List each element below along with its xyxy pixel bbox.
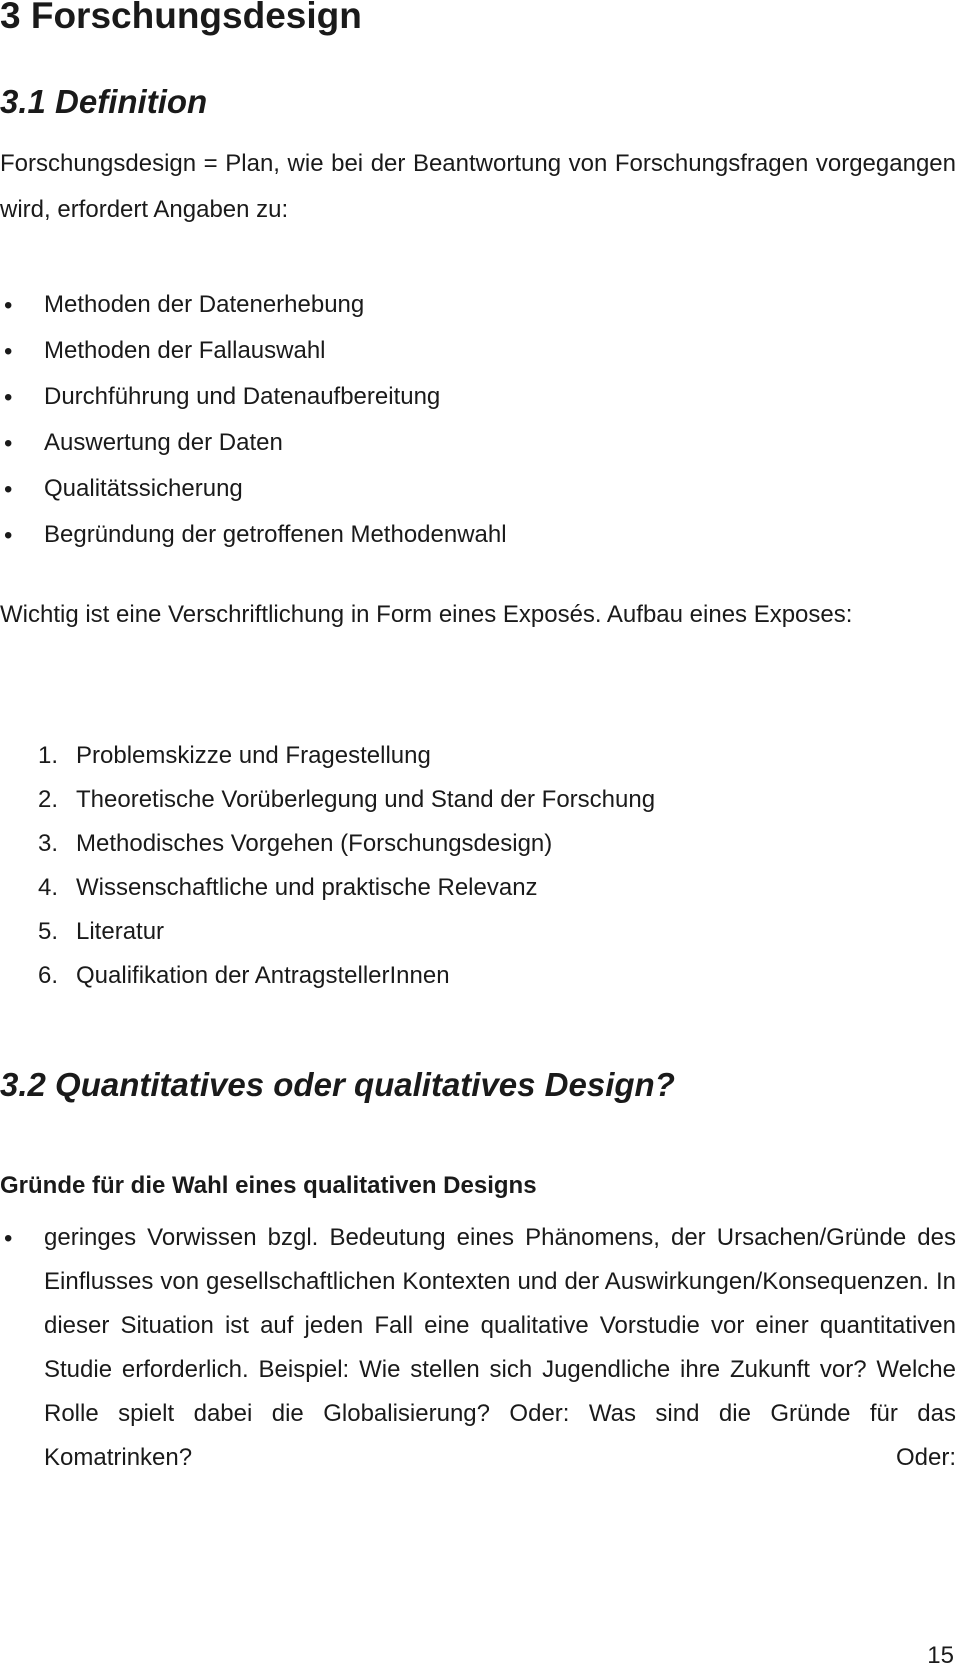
subsection-number: 3.1 [0, 83, 46, 120]
reason-list-item [0, 1216, 956, 1480]
bullet-icon: • [4, 384, 13, 411]
section-heading [0, 0, 362, 38]
list-item [0, 521, 507, 570]
list-item-number: 5. [38, 918, 59, 945]
list-item [38, 830, 655, 877]
list-item-text: Begründung der getroffenen Methodenwahl [44, 521, 507, 548]
list-item-number: 3. [38, 830, 59, 857]
list-item-text: Wissenschaftliche und praktische Relevanz [76, 874, 538, 901]
list-item-text: Qualitätssicherung [44, 475, 243, 502]
reasons-heading: Gründe für die Wahl eines qualitativen Designs [0, 1172, 537, 1199]
list-item [38, 918, 655, 965]
list-item-text: Theoretische Vorüberlegung und Stand der Forschung [76, 786, 656, 813]
list-item [0, 383, 507, 432]
list-item-text: Problemskizze und Fragestellung [76, 742, 431, 769]
subsection-title: Definition [55, 83, 208, 120]
definition-paragraph: Forschungsdesign = Plan, wie bei der Beantwortung von Forschungsfragen vorgegangen wird, erfordert Angaben zu: [0, 150, 956, 223]
subsection-title: Quantitatives oder qualitatives Design? [55, 1066, 675, 1103]
expose-structure-list [38, 742, 656, 1009]
bullet-icon: • [4, 1225, 13, 1252]
subsection-number: 3.2 [0, 1066, 46, 1103]
bullet-icon: • [4, 476, 13, 503]
list-item [0, 337, 507, 386]
list-item-text: Methoden der Datenerhebung [44, 291, 365, 318]
list-item-number: 1. [38, 742, 59, 769]
list-item [0, 475, 507, 524]
bullet-icon: • [4, 292, 13, 319]
list-item-text: Durchführung und Datenaufbereitung [44, 383, 441, 410]
list-item-text: Methoden der Fallauswahl [44, 337, 326, 364]
design-requirements-list [0, 291, 507, 570]
list-item [0, 291, 507, 340]
bullet-icon: • [4, 430, 13, 457]
list-item-number: 6. [38, 962, 59, 989]
subsection-heading-design-choice [0, 1065, 675, 1105]
section-title: Forschungsdesign [30, 0, 362, 36]
list-item-text: Auswertung der Daten [44, 429, 283, 456]
bullet-icon: • [4, 522, 13, 549]
list-item [0, 429, 507, 478]
list-item-text: Methodisches Vorgehen (Forschungsdesign) [76, 830, 553, 857]
subsection-heading-definition [0, 82, 207, 122]
list-item [38, 742, 655, 789]
list-item [38, 962, 655, 1009]
list-item [38, 874, 655, 921]
section-number: 3 [0, 0, 21, 36]
list-item-text: Literatur [76, 918, 165, 945]
page-number: 15 [927, 1642, 954, 1669]
list-item-number: 2. [38, 786, 59, 813]
list-item-number: 4. [38, 874, 59, 901]
list-item [38, 786, 656, 833]
expose-paragraph: Wichtig ist eine Verschriftlichung in Form eines Exposés. Aufbau eines Exposes: [0, 601, 853, 628]
bullet-icon: • [4, 338, 13, 365]
list-item-text: Qualifikation der AntragstellerInnen [76, 962, 450, 989]
reason-text: geringes Vorwissen bzgl. Bedeutung eines Phänomens, der Ursachen/Gründe des Einflusses von gesellschaftlichen Kontexten und der Auswirkungen/Konsequenzen. In dieser Situation ist auf jeden Fall eine qualitative Vorstudie vor einer quantitativen Studie erforderlich. Beispiel: Wie stellen sich Jugendliche ihre Zukunft vor? Welche Rolle spielt dabei die Globalisierung? Oder: Was sind die Gründe für das Komatrinken? Oder: [44, 1224, 956, 1471]
